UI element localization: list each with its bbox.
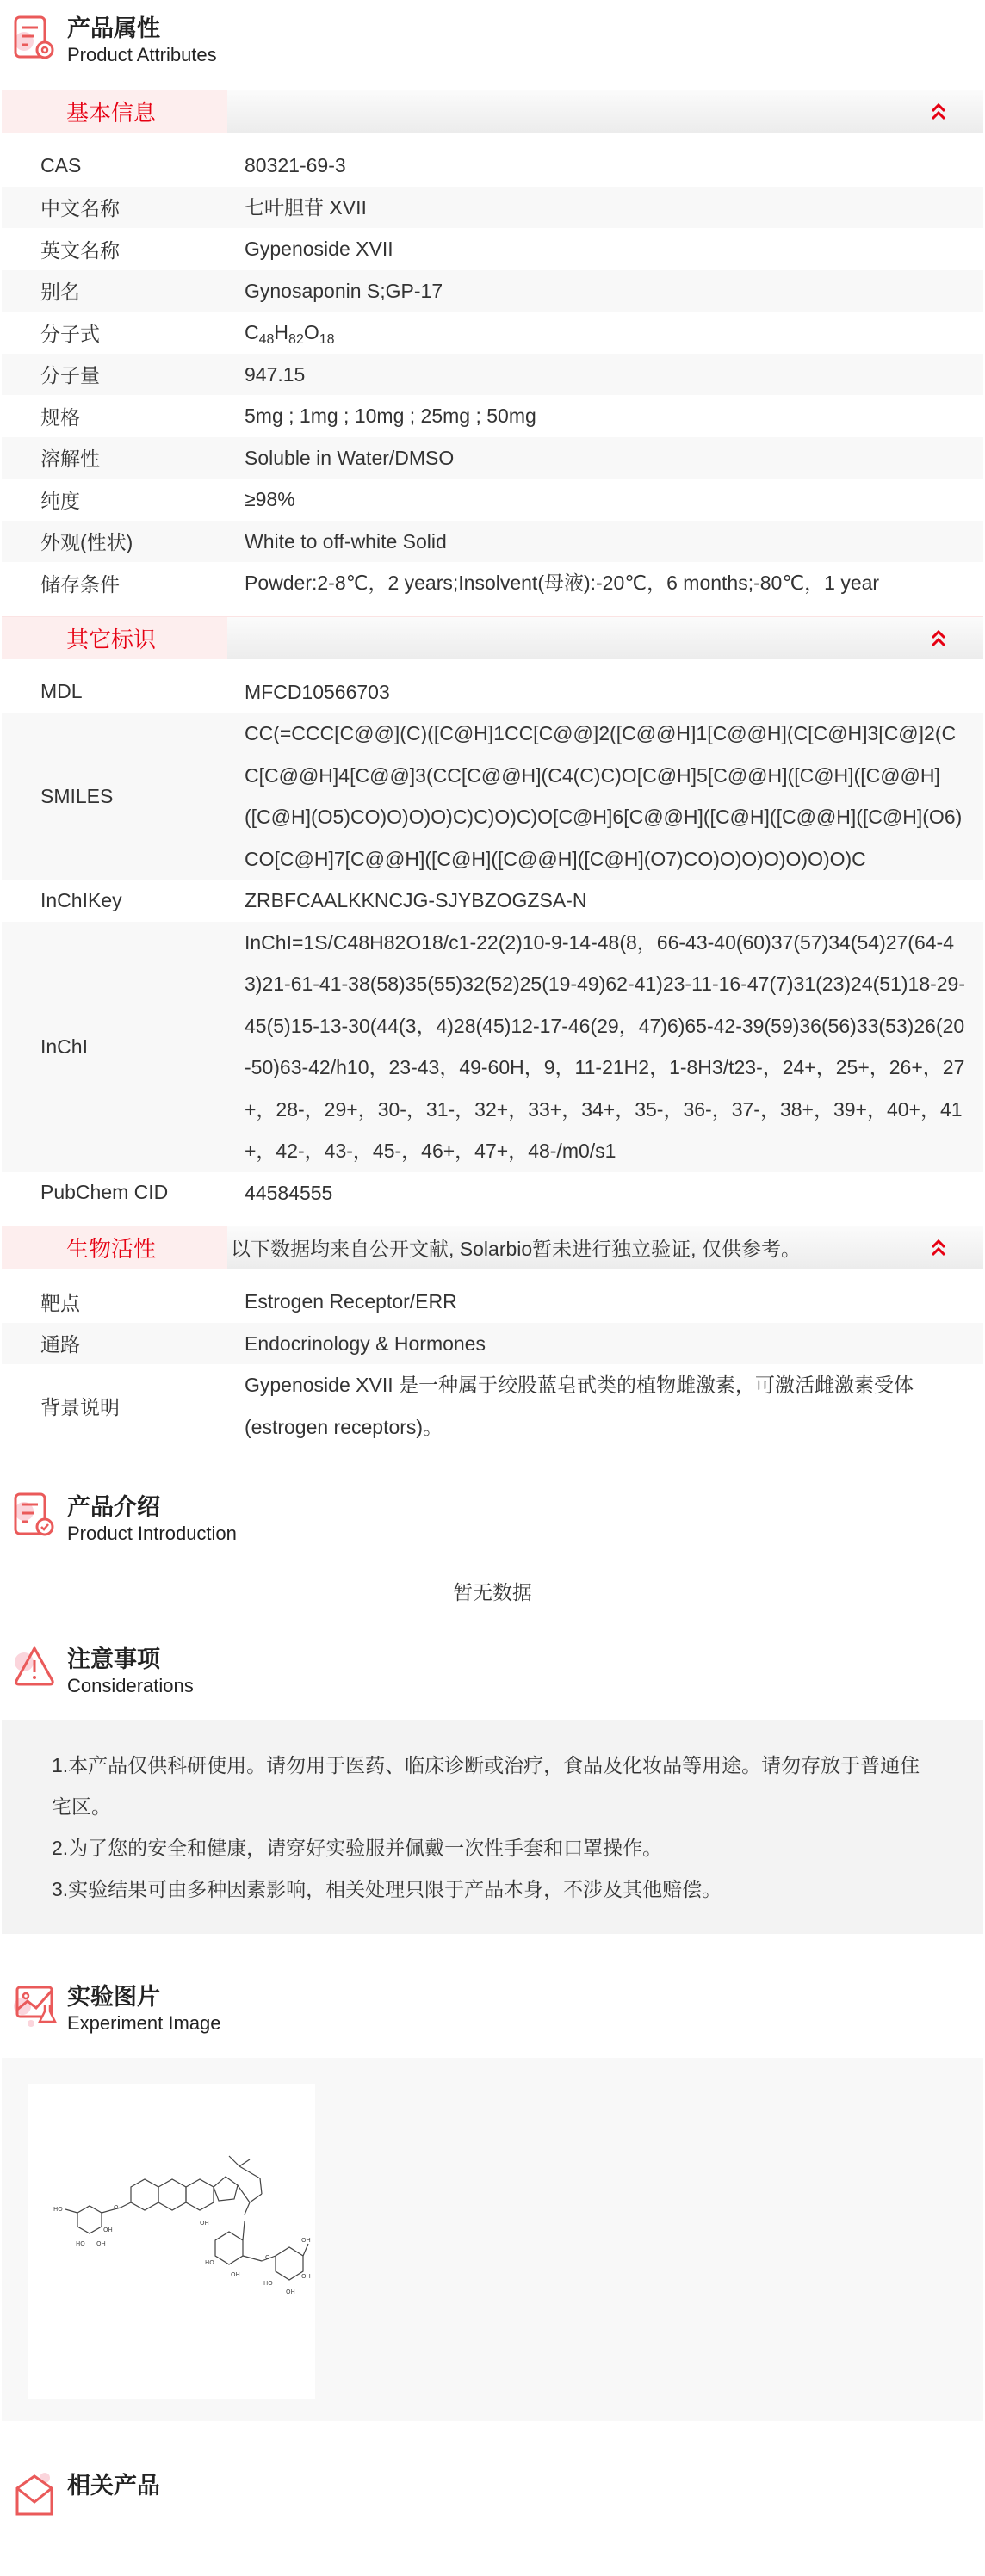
row-key: 溶解性 bbox=[40, 448, 100, 471]
structure-drawing bbox=[28, 2084, 315, 2399]
table-row bbox=[2, 1172, 983, 1214]
row-key: 分子式 bbox=[40, 322, 100, 345]
row-key: InChIKey bbox=[40, 888, 122, 911]
table-row bbox=[2, 187, 983, 229]
document-check-icon bbox=[12, 1491, 57, 1539]
table-row bbox=[2, 354, 983, 396]
double-chevron-up-icon[interactable] bbox=[928, 628, 949, 649]
bio-activity-title: 生物活性 bbox=[2, 1226, 227, 1269]
bio-activity-bar[interactable] bbox=[2, 1226, 983, 1269]
considerations-panel bbox=[2, 1720, 983, 1934]
consideration-item: 2.为了您的安全和健康，请穿好实验服并佩戴一次性手套和口罩操作。 bbox=[52, 1837, 663, 1859]
related-products-header bbox=[0, 2469, 985, 2500]
table-row bbox=[2, 521, 983, 563]
formula-count: 82 bbox=[288, 332, 304, 347]
row-key: MDL bbox=[40, 680, 83, 703]
table-row bbox=[2, 1323, 983, 1365]
table-row bbox=[2, 228, 983, 270]
table-row bbox=[2, 479, 983, 521]
molecular-formula bbox=[245, 312, 983, 354]
svg-text:HO: HO bbox=[263, 2280, 273, 2287]
formula-count: 18 bbox=[319, 332, 335, 347]
table-row bbox=[2, 270, 983, 312]
row-value: 5mg ; 1mg ; 10mg ; 25mg ; 50mg bbox=[245, 405, 536, 427]
section-title-zh: 注意事项 bbox=[67, 1646, 160, 1672]
table-row bbox=[2, 671, 983, 713]
row-key: InChI bbox=[40, 1035, 88, 1058]
svg-text:O: O bbox=[114, 2204, 119, 2211]
svg-text:OH: OH bbox=[301, 2273, 311, 2280]
section-title-en: Experiment Image bbox=[67, 2012, 221, 2034]
section-title-zh: 相关产品 bbox=[67, 2473, 160, 2499]
row-key: 规格 bbox=[40, 405, 80, 429]
section-title-zh: 产品介绍 bbox=[67, 1494, 160, 1520]
row-key: 背景说明 bbox=[40, 1396, 120, 1418]
table-row bbox=[2, 922, 983, 1172]
formula-element: C bbox=[245, 321, 259, 343]
formula-count: 48 bbox=[258, 332, 275, 347]
bio-activity-disclaimer: 以下数据均来自公开文献, Solarbio暂未进行独立验证, 仅供参考。 bbox=[231, 1238, 801, 1260]
formula-element: O bbox=[303, 321, 319, 343]
table-row bbox=[2, 1281, 983, 1323]
warning-triangle-icon bbox=[12, 1643, 57, 1691]
section-title-en: Product Attributes bbox=[67, 44, 217, 65]
svg-text:OH: OH bbox=[231, 2271, 240, 2278]
double-chevron-up-icon[interactable] bbox=[928, 102, 949, 122]
row-key: 别名 bbox=[40, 281, 80, 304]
consideration-item: 1.本产品仅供科研使用。请勿用于医药、临床诊断或治疗，食品及化妆品等用途。请勿存放于普通住宅区。 bbox=[52, 1754, 920, 1818]
section-title-en: Considerations bbox=[67, 1675, 194, 1696]
row-value: Soluble in Water/DMSO bbox=[245, 446, 455, 469]
row-key: SMILES bbox=[40, 784, 114, 807]
svg-text:HO: HO bbox=[53, 2206, 63, 2213]
section-title-en: Product Introduction bbox=[67, 1523, 237, 1544]
basic-info-table bbox=[2, 145, 983, 604]
svg-text:OH: OH bbox=[286, 2289, 295, 2295]
other-identifiers-bar[interactable] bbox=[2, 616, 983, 659]
row-value: 947.15 bbox=[245, 362, 306, 386]
row-key: 靶点 bbox=[40, 1291, 80, 1314]
other-identifiers-table bbox=[2, 671, 983, 1214]
considerations-header bbox=[0, 1631, 985, 1720]
row-key: 储存条件 bbox=[40, 572, 120, 596]
row-value: Gypenoside XVII 是一种属于绞股蓝皂甙类的植物雌激素，可激活雌激素受体 (estrogen receptors)。 bbox=[245, 1374, 914, 1438]
svg-text:OH: OH bbox=[96, 2240, 106, 2247]
row-value: Gynosaponin S;GP-17 bbox=[245, 279, 443, 302]
basic-info-title: 基本信息 bbox=[2, 90, 227, 133]
table-row bbox=[2, 1364, 983, 1448]
box-icon bbox=[12, 2469, 57, 2517]
no-data-message: 暂无数据 bbox=[453, 1581, 532, 1603]
svg-text:HO: HO bbox=[76, 2240, 85, 2247]
row-value: Gypenoside XVII bbox=[245, 238, 393, 260]
svg-text:HO: HO bbox=[205, 2259, 214, 2266]
row-value: Estrogen Receptor/ERR bbox=[245, 1290, 457, 1313]
row-key: 分子量 bbox=[40, 364, 100, 387]
table-row bbox=[2, 562, 983, 604]
row-value: White to off-white Solid bbox=[245, 529, 447, 553]
experiment-image-header bbox=[0, 1968, 985, 2058]
row-value: ZRBFCAALKKNCJG-SJYBZOGZSA-N bbox=[245, 889, 587, 911]
table-row bbox=[2, 312, 983, 354]
row-value: 七叶胆苷 XVII bbox=[245, 195, 367, 219]
row-value: Powder:2-8℃，2 years;Insolvent(母液):-20℃，6 months;-80℃，1 year bbox=[245, 571, 880, 594]
svg-text:OH: OH bbox=[103, 2227, 113, 2233]
other-identifiers-title: 其它标识 bbox=[2, 617, 227, 659]
row-key: 外观(性状) bbox=[40, 531, 133, 554]
row-value: 80321-69-3 bbox=[245, 154, 346, 176]
section-title-zh: 产品属性 bbox=[67, 15, 160, 41]
table-row bbox=[2, 437, 983, 479]
table-row bbox=[2, 145, 983, 187]
double-chevron-up-icon[interactable] bbox=[928, 1238, 949, 1258]
bio-activity-table bbox=[2, 1281, 983, 1448]
smiles-value: CC(=CCC[C@@](C)([C@H]1CC[C@@]2([C@@H]1[C@@H](C[C@H]3[C@]2(CC[C@@H]4[C@@]3(CC[C@@H](C4(C)C)O[C@H]5[C@@H]([C@H]([C@@H]([C@H](O5)CO)O)O)O)C)C)O)C)O[C@H]6[C@@H]([C@H]([C@@H]([C@H](O6)CO[C@H]7[C@@H]([C@H]([C@@H]([C@H](O7)CO)O)O)O)O)O)O)C bbox=[245, 722, 963, 870]
experiment-image-panel bbox=[2, 2058, 983, 2421]
row-key: PubChem CID bbox=[40, 1181, 169, 1204]
document-gear-icon bbox=[12, 12, 57, 60]
row-key: 纯度 bbox=[40, 489, 80, 512]
svg-text:OH: OH bbox=[200, 2220, 209, 2227]
basic-info-bar[interactable] bbox=[2, 90, 983, 133]
row-key: CAS bbox=[40, 153, 82, 176]
product-introduction-header bbox=[0, 1479, 985, 1568]
chemical-structure-image[interactable] bbox=[28, 2084, 315, 2399]
formula-element: H bbox=[274, 321, 289, 343]
row-key: 中文名称 bbox=[40, 197, 120, 220]
svg-text:OH: OH bbox=[301, 2237, 311, 2244]
row-key: 通路 bbox=[40, 1333, 80, 1356]
table-row bbox=[2, 880, 983, 922]
section-title-zh: 实验图片 bbox=[67, 1984, 160, 2010]
inchi-value: InChI=1S/C48H82O18/c1-22(2)10-9-14-48(8，66-43-40(60)37(57)34(54)27(64-43)21-61-41-38(58)35(55)32(52)25(19-49)62-41)23-11-16-47(7)31(23)24(51)18-29-45(5)15-13-30(44(3，4)28(45)12-17-46(29，47)6)65-42-39(59)36(56)33(53)26(20-50)63-42/h10，23-43，49-60H，9，11-21H2，1-8H3/t23-，24+，25+，26+，27+，28-，29+，30-，31-，32+，33+，34+，35-，36-，37-，38+，39+，40+，41+，42-，43-，45-，46+，47+，48-/m0/s1 bbox=[245, 930, 966, 1162]
row-value: Endocrinology & Hormones bbox=[245, 1331, 486, 1355]
row-value: ≥98% bbox=[245, 488, 295, 510]
product-attributes-header bbox=[0, 0, 985, 90]
row-value: MFCD10566703 bbox=[245, 680, 390, 703]
row-value: 44584555 bbox=[245, 1181, 333, 1204]
image-flask-icon bbox=[12, 1980, 57, 2029]
svg-text:O: O bbox=[265, 2254, 270, 2261]
table-row bbox=[2, 395, 983, 437]
row-key: 英文名称 bbox=[40, 238, 120, 262]
table-row bbox=[2, 713, 983, 880]
consideration-item: 3.实验结果可由多种因素影响，相关处理只限于产品本身，不涉及其他赔偿。 bbox=[52, 1878, 722, 1900]
